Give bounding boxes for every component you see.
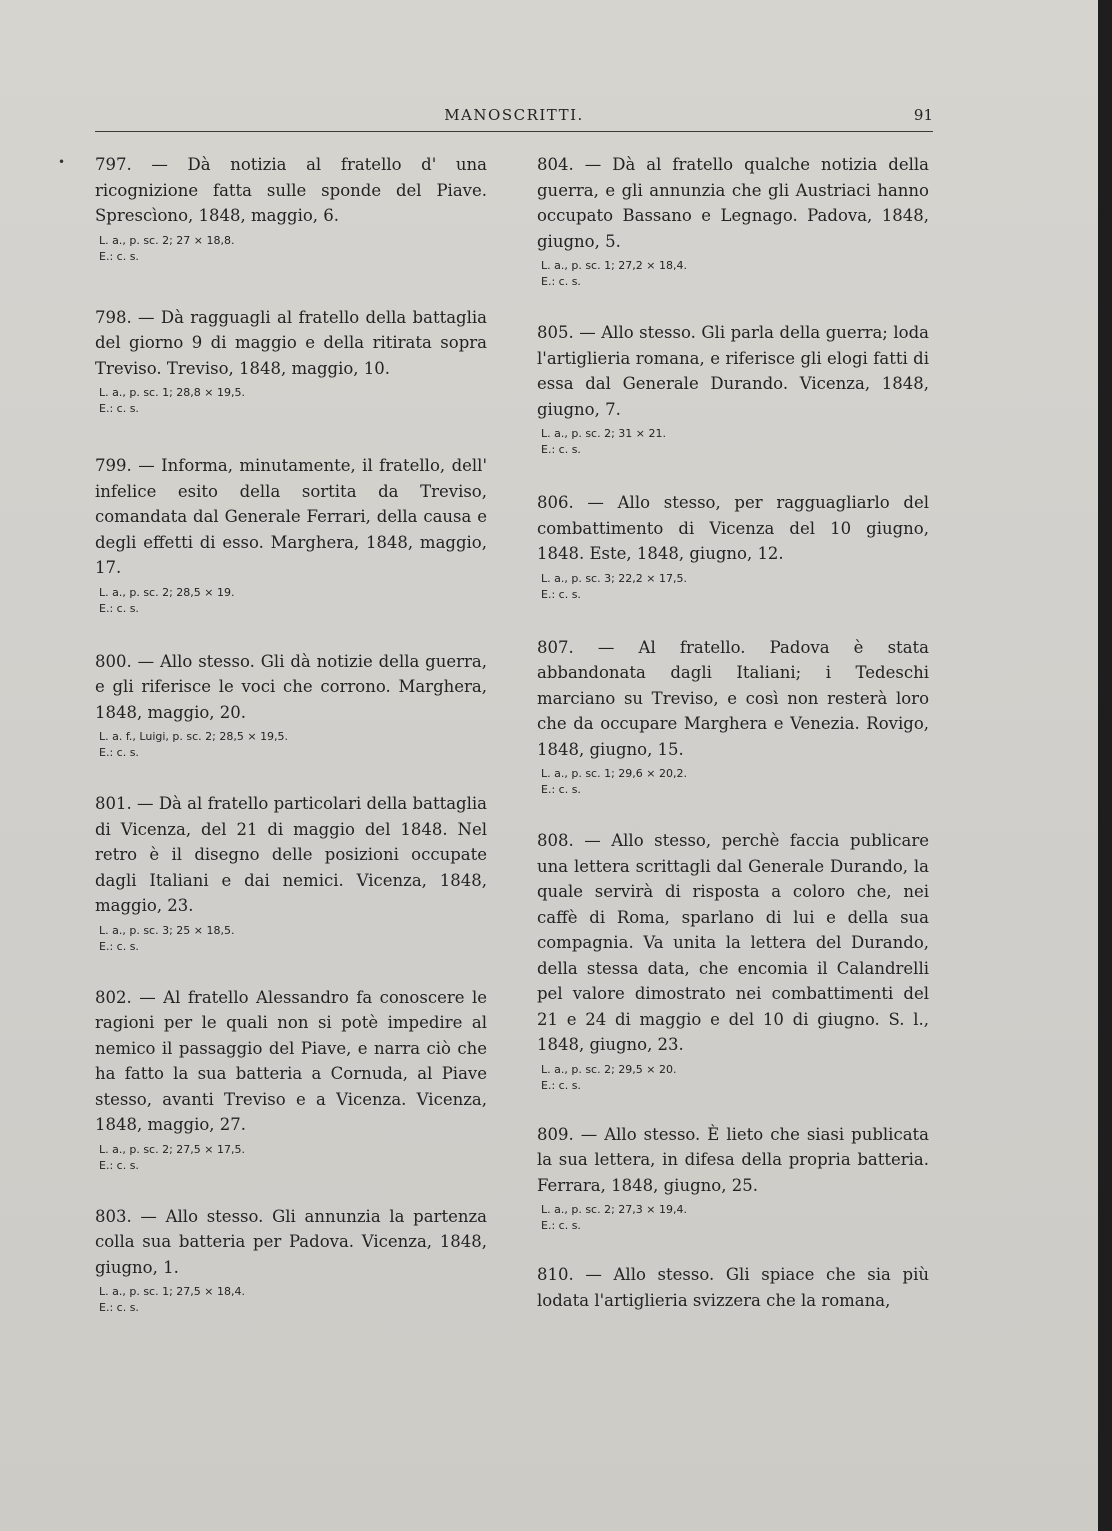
right-column xyxy=(537,152,929,1313)
entry-803 xyxy=(95,1204,487,1317)
entry-text: 800. — Allo stesso. Gli dà notizie della guerra, e gli riferisce le voci che corrono. Marghera, 1848, maggio, 20. xyxy=(95,651,487,722)
entry-text: 810. — Allo stesso. Gli spiace che sia più lodata l'artiglieria svizzera che la romana, xyxy=(537,1265,929,1310)
entry-meta: E.: c. s. xyxy=(99,939,139,953)
entry-meta: L. a., p. sc. 1; 27,2 × 18,4. xyxy=(541,259,687,272)
entry-meta: L. a., p. sc. 2; 27 × 18,8. xyxy=(99,233,235,247)
entry-meta: E.: c. s. xyxy=(541,1219,581,1232)
entry-text: 801. — Dà al fratello particolari della battaglia di Vicenza, del 21 di maggio del 1848. Nel retro è il disegno delle posizioni occupate dagli Italiani e dai nemici. Vicenza, 1848, maggio, 23. xyxy=(95,794,487,915)
entry-799 xyxy=(95,453,487,617)
entry-meta: E.: c. s. xyxy=(541,587,581,601)
entry-meta: L. a., p. sc. 1; 29,6 × 20,2. xyxy=(541,767,687,780)
running-title: MANOSCRITTI. xyxy=(444,106,584,124)
entry-text: 809. — Allo stesso. È lieto che siasi publicata la sua lettera, in difesa della propria batteria. Ferrara, 1848, giugno, 25. xyxy=(537,1124,929,1195)
entry-meta: L. a., p. sc. 1; 28,8 × 19,5. xyxy=(99,386,245,399)
entry-meta: E.: c. s. xyxy=(99,1158,139,1172)
entry-text: 806. — Allo stesso, per ragguagliarlo del combattimento di Vicenza del 10 giugno, 1848. Este, 1848, giugno, 12. xyxy=(537,493,929,563)
entry-806 xyxy=(537,490,929,603)
entry-meta: E.: c. s. xyxy=(541,443,581,456)
entry-text: 798. — Dà ragguagli al fratello della battaglia del giorno 9 di maggio e della ritirata sopra Treviso. Treviso, 1848, maggio, 10. xyxy=(95,307,487,378)
entry-797 xyxy=(95,152,487,265)
entry-800 xyxy=(95,649,487,762)
entry-text: 804. — Dà al fratello qualche notizia della guerra, e gli annunzia che gli Austriaci hanno occupato Bassano e Legnago. Padova, 1848, giugno, 5. xyxy=(537,155,929,251)
header-rule xyxy=(95,131,933,132)
page-header xyxy=(95,104,933,130)
entry-meta: E.: c. s. xyxy=(99,1301,139,1314)
entry-810 xyxy=(537,1262,929,1313)
margin-mark: • xyxy=(58,155,66,169)
entry-808 xyxy=(537,828,929,1094)
entry-text: 805. — Allo stesso. Gli parla della guerra; loda l'artiglieria romana, e riferisce gli elogi fatti di essa dal Generale Durando. Vicenza, 1848, giugno, 7. xyxy=(537,323,929,419)
entry-809 xyxy=(537,1122,929,1235)
entry-text: 803. — Allo stesso. Gli annunzia la partenza colla sua batteria per Padova. Vicenza, 1848, giugno, 1. xyxy=(95,1206,487,1277)
entry-meta: E.: c. s. xyxy=(99,601,139,615)
entry-807 xyxy=(537,635,929,799)
entry-text: 802. — Al fratello Alessandro fa conoscere le ragioni per le quali non si potè impedire al nemico il passaggio del Piave, e narra ciò che ha fatto la sua batteria a Cornuda, al Piave stesso, avanti Treviso e a Vicenza. Vicenza, 1848, maggio, 27. xyxy=(95,987,487,1134)
entry-805 xyxy=(537,320,929,458)
entry-798 xyxy=(95,305,487,418)
entry-meta: E.: c. s. xyxy=(99,746,139,759)
entry-804 xyxy=(537,152,929,290)
left-column xyxy=(95,152,487,1316)
entry-meta: E.: c. s. xyxy=(541,275,581,288)
entry-meta: L. a. f., Luigi, p. sc. 2; 28,5 × 19,5. xyxy=(99,730,289,743)
entry-802 xyxy=(95,985,487,1174)
entry-meta: L. a., p. sc. 2; 27,3 × 19,4. xyxy=(541,1203,687,1216)
entry-meta: L. a., p. sc. 2; 31 × 21. xyxy=(541,427,667,440)
entry-meta: E.: c. s. xyxy=(99,402,139,415)
entry-meta: L. a., p. sc. 2; 29,5 × 20. xyxy=(541,1062,677,1076)
entry-meta: E.: c. s. xyxy=(541,783,581,796)
scan-edge xyxy=(1098,0,1112,1531)
entry-text: 807. — Al fratello. Padova è stata abbandonata dagli Italiani; i Tedeschi marciano su Treviso, e così non resterà loro che da occupare Marghera e Venezia. Rovigo, 1848, giugno, 15. xyxy=(537,637,929,759)
entry-meta: L. a., p. sc. 3; 25 × 18,5. xyxy=(99,923,235,937)
entry-text: 797. — Dà notizia al fratello d' una ricognizione fatta sulle sponde del Piave. Sprescìono, 1848, maggio, 6. xyxy=(95,155,487,225)
entry-text: 799. — Informa, minutamente, il fratello, dell' infelice esito della sortita da Treviso, comandata dal Generale Ferrari, della causa e degli effetti di esso. Marghera, 1848, maggio, 17. xyxy=(95,456,487,577)
entry-meta: L. a., p. sc. 3; 22,2 × 17,5. xyxy=(541,571,687,585)
entry-meta: L. a., p. sc. 2; 28,5 × 19. xyxy=(99,585,235,599)
entry-meta: L. a., p. sc. 2; 27,5 × 17,5. xyxy=(99,1142,245,1156)
entry-meta: L. a., p. sc. 1; 27,5 × 18,4. xyxy=(99,1285,245,1298)
entry-meta: E.: c. s. xyxy=(99,249,139,263)
entry-meta: E.: c. s. xyxy=(541,1078,581,1092)
page-number: 91 xyxy=(913,106,933,124)
entry-801 xyxy=(95,791,487,955)
entry-text: 808. — Allo stesso, perchè faccia publicare una lettera scrittagli dal Generale Durando, la quale servirà di risposta a coloro che, nei caffè di Roma, sparlano di lui e della sua compagnia. Va unita la lettera del Durando, della stessa data, che encomia il Calandrelli pel valore dimostrato nei combattimenti del 21 e 24 di maggio e del 10 di giugno. S. l., 1848, giugno, 23. xyxy=(537,831,929,1054)
